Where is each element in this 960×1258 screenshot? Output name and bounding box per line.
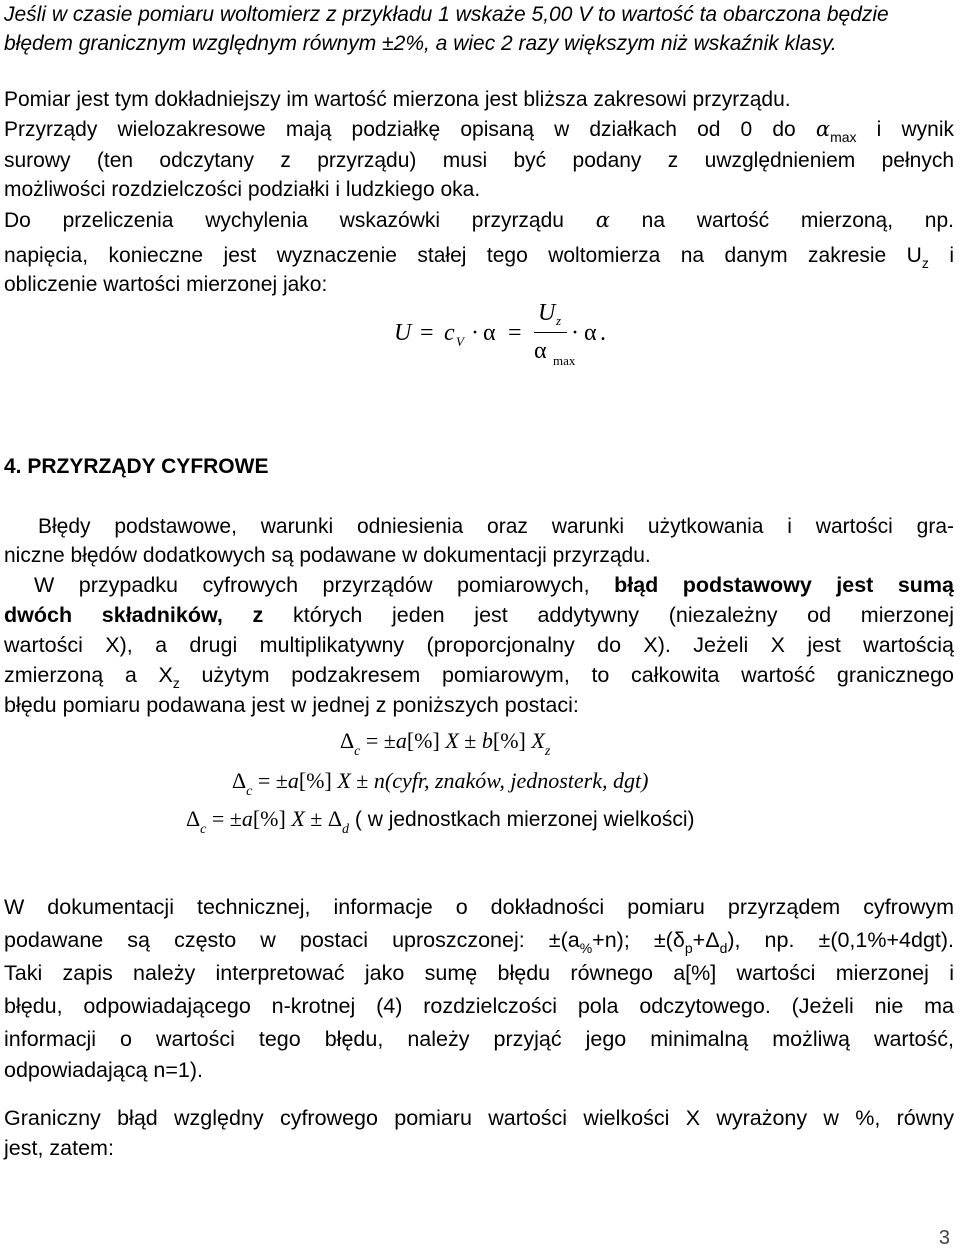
digital-error-line-2 (4, 601, 954, 631)
subscript: d (719, 940, 728, 956)
formula-text: = ± (360, 728, 396, 753)
formula-symbol-x: X (291, 806, 305, 831)
dot-operator: · (571, 320, 579, 346)
text-span: i wynik (876, 118, 954, 141)
multirange-line-1 (4, 115, 954, 147)
fraction-numerator: U (538, 300, 556, 326)
subscript: p (684, 940, 693, 956)
delta-symbol: Δ (186, 806, 201, 831)
text-span: Do przeliczenia wychylenia wskazówki przyrządu (4, 209, 564, 232)
formula-symbol-a: a (395, 728, 407, 753)
bold-text: dwóch składników, z (4, 603, 264, 627)
voltage-line-1 (4, 241, 954, 273)
formula-text: ± (458, 728, 482, 753)
text-span: użytym podzakresem pomiarowym, to całkowita wartość granicznego (179, 663, 955, 687)
subscript: z (172, 675, 180, 691)
digital-line-2: niczne błędów dodatkowych są podawane w dokumentacji przyrządu. (4, 544, 651, 567)
voltage-formula (394, 300, 624, 380)
formula-note: ( w jednostkach mierzonej wielkości) (349, 808, 695, 831)
voltage-line-2: obliczenie wartości mierzonej jako: (4, 273, 328, 296)
alpha-symbol: α (584, 320, 597, 346)
section-heading: 4. PRZYRZĄDY CYFROWE (4, 455, 269, 478)
text-span: Przyrządy wielozakresowe mają podziałkę opisaną w działkach od 0 do (4, 118, 796, 141)
subscript: V (456, 334, 464, 349)
subscript: c (246, 784, 253, 799)
subscript: % (579, 940, 593, 956)
multirange-line-2: surowy (ten odczytany z przyrządu) musi być podany z uwzględnieniem pełnych (4, 149, 954, 172)
period: . (600, 320, 606, 346)
formula-text: [%] (492, 728, 532, 753)
formula-text: [%] (298, 768, 338, 793)
formula-symbol-x: X (445, 728, 459, 753)
text-span: + (692, 928, 706, 952)
error-formula-2 (232, 768, 649, 799)
tech-line-4: błędu, odpowiadającego n-krotnej (4) rozdzielczości pola odczytowego. (Jeżeli nie ma (4, 994, 954, 1018)
text-span: na wartość mierzoną, np. (641, 209, 955, 232)
text-span: +n); ±(δ (592, 928, 685, 952)
formula-symbol-a: a (287, 768, 299, 793)
intro-line-2: błędem granicznym względnym równym ±2%, a wiec 2 razy większym niż wskaźnik klasy. (4, 32, 837, 55)
text-span: i (949, 244, 954, 267)
formula-text: = ± (252, 768, 288, 793)
formula-symbol-x: X (337, 768, 351, 793)
text-span: podawane są często w postaci uproszczonej: ±(a (4, 928, 580, 952)
text-span: W przypadku cyfrowych przyrządów pomiarowych, (34, 573, 615, 597)
tech-line-6: odpowiadającą n=1). (4, 1058, 204, 1082)
formula-text: [%] (252, 806, 292, 831)
subscript: d (342, 822, 350, 837)
conversion-line (4, 206, 954, 236)
error-formula-1 (340, 728, 551, 759)
digital-error-line-3: wartości X), a drugi multiplikatywny (proporcjonalny do X). Jeżeli X jest wartością (4, 633, 954, 657)
digital-error-line-4 (4, 661, 954, 693)
final-line-2: jest, zatem: (4, 1136, 114, 1160)
text-span: ), np. ±(0,1%+4dgt). (727, 928, 955, 952)
error-formula-3 (186, 806, 695, 837)
formula-symbol-x: X (531, 728, 545, 753)
fraction-bar (534, 332, 567, 333)
delta-symbol: Δ (340, 728, 355, 753)
bold-text: błąd podstawowy jest sumą (614, 573, 954, 597)
delta-symbol: Δ (232, 768, 247, 793)
fraction-denominator: α (534, 338, 547, 364)
equals-sign: = (508, 320, 522, 346)
formula-symbol-u: U (394, 320, 412, 346)
text-span: których jeden jest addytywny (niezależny od mierzonej (263, 603, 954, 627)
tech-line-2 (4, 926, 954, 958)
subscript: c (354, 744, 361, 759)
formula-symbol-c: c (444, 320, 455, 346)
digital-error-line-5: błędu pomiaru podawana jest w jednej z poniższych postaci: (4, 693, 579, 717)
formula-symbol-b: b (481, 728, 493, 753)
accuracy-line: Pomiar jest tym dokładniejszy im wartość mierzona jest bliższa zakresowi przyrządu. (4, 88, 791, 111)
delta-symbol: Δ (327, 806, 343, 831)
digital-line-1: Błędy podstawowe, warunki odniesienia oraz warunki użytkowania i wartości gra- (38, 515, 954, 538)
subscript: max (553, 353, 576, 368)
alpha-symbol: α (483, 320, 496, 346)
subscript: max (830, 129, 857, 145)
subscript: z (921, 255, 929, 271)
dot-operator: · (471, 320, 479, 346)
subscript: z (544, 744, 551, 759)
alpha-symbol: α (595, 208, 610, 232)
subscript: z (556, 313, 562, 328)
digital-error-line-1 (4, 571, 954, 601)
formula-text: ± (304, 806, 328, 831)
page-number: 3 (938, 1227, 950, 1249)
intro-line-1: Jeśli w czasie pomiaru woltomierz z przykładu 1 wskaże 5,00 V to wartość ta obarczona będzie (4, 3, 889, 26)
tech-line-1: W dokumentacji technicznej, informacje o dokładności pomiaru przyrządem cyfrowym (4, 895, 954, 919)
formula-text: ± (350, 768, 374, 793)
formula-arguments: (cyfr, znaków, jednosterk, dgt) (384, 768, 649, 793)
formula-text: [%] (406, 728, 446, 753)
alpha-symbol: α (815, 117, 831, 141)
equals-sign: = (420, 320, 434, 346)
formula-symbol-n: n (373, 768, 385, 793)
tech-line-5: informacji o wartości tego błędu, należy przyjąć jego minimalną możliwą wartość, (4, 1027, 954, 1051)
final-line-1: Graniczny błąd względny cyfrowego pomiaru wartości wielkości X wyrażony w %, równy (4, 1106, 954, 1130)
formula-text: = ± (206, 806, 242, 831)
tech-line-3: Taki zapis należy interpretować jako sumę błędu równego a[%] wartości mierzonej i (4, 961, 954, 985)
multirange-line-3: możliwości rozdzielczości podziałki i ludzkiego oka. (4, 178, 481, 201)
formula-symbol-a: a (241, 806, 253, 831)
text-span: napięcia, konieczne jest wyznaczenie stałej tego woltomierza na danym zakresie U (4, 244, 922, 267)
subscript: c (200, 822, 207, 837)
text-span: zmierzoną a X (4, 663, 173, 687)
delta-symbol: Δ (705, 928, 720, 952)
